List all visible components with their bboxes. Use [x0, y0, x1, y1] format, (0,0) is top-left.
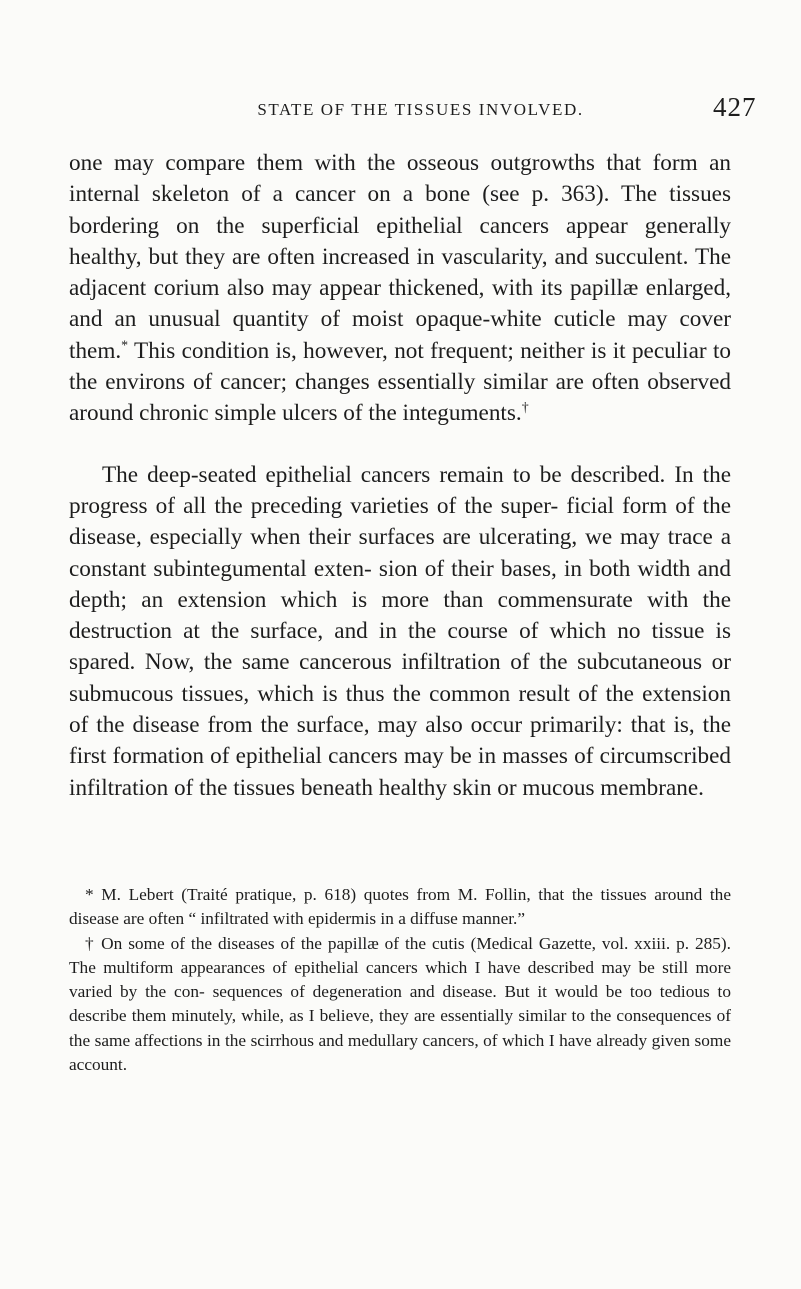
paragraph-1: [69, 148, 731, 430]
page-header: [0, 92, 801, 138]
paragraph-1-text: one may compare them with the osseous outgrowths that form an internal skeleton of a cancer on a bone (see p. 363). The tissues bordering on the superficial epithelial cancers appear generally healthy, but they are often increased in vascularity, and succulent. The adjacent corium also may appear thickened, with its papillæ enlarged, and an unusual quantity of moist opaque-white cuticle may cover them.: [69, 150, 731, 364]
paragraph-2: The deep-seated epithelial cancers remain to be described. In the progress of all the preceding varieties of the super- ficial form of the disease, especially when their surfaces are ulcerating, we may trace a constant subintegumental exten- sion of their bases, in both width and depth; an extension which is more than commensurate with the destruction at the surface, and in the course of which no tissue is spared. Now, the same cancerous infiltration of the subcutaneous or submucous tissues, which is thus the common result of the extension of the disease from the surface, may also occur primarily: that is, the first formation of epithelial cancers may be in masses of circumscribed infiltration of the tissues beneath healthy skin or mucous membrane.: [69, 461, 731, 801]
paragraph-1b-text: This condition is, however, not frequent; neither is it peculiar to the environs of cancer; changes essentially similar are often observed around chronic simple ulcers of the integuments.: [69, 337, 731, 427]
footnote-ref-1: *: [121, 338, 129, 354]
footnote-ref-2: †: [521, 400, 529, 416]
page-number: 427: [713, 92, 757, 122]
running-head: STATE OF THE TISSUES INVOLVED.: [257, 100, 584, 119]
body-text: [69, 148, 731, 804]
footnote-1: * M. Lebert (Traité pratique, p. 618) quotes from M. Follin, that the tissues around the disease are often “ infiltrated with epidermis in a diffuse manner.”: [69, 885, 731, 929]
footnote-2: † On some of the diseases of the papillæ of the cutis (Medical Gazette, vol. xxiii. p. 285). The multiform appearances of epithelial cancers which I have described may be still more varied by the con- sequences of degeneration and disease. But it would be too tedious to describe them minutely, while, as I believe, they are essentially similar to the consequences of the same affections in the scirrhous and medullary cancers, of which I have already given some account.: [69, 933, 731, 1075]
footnotes: [69, 883, 731, 1077]
